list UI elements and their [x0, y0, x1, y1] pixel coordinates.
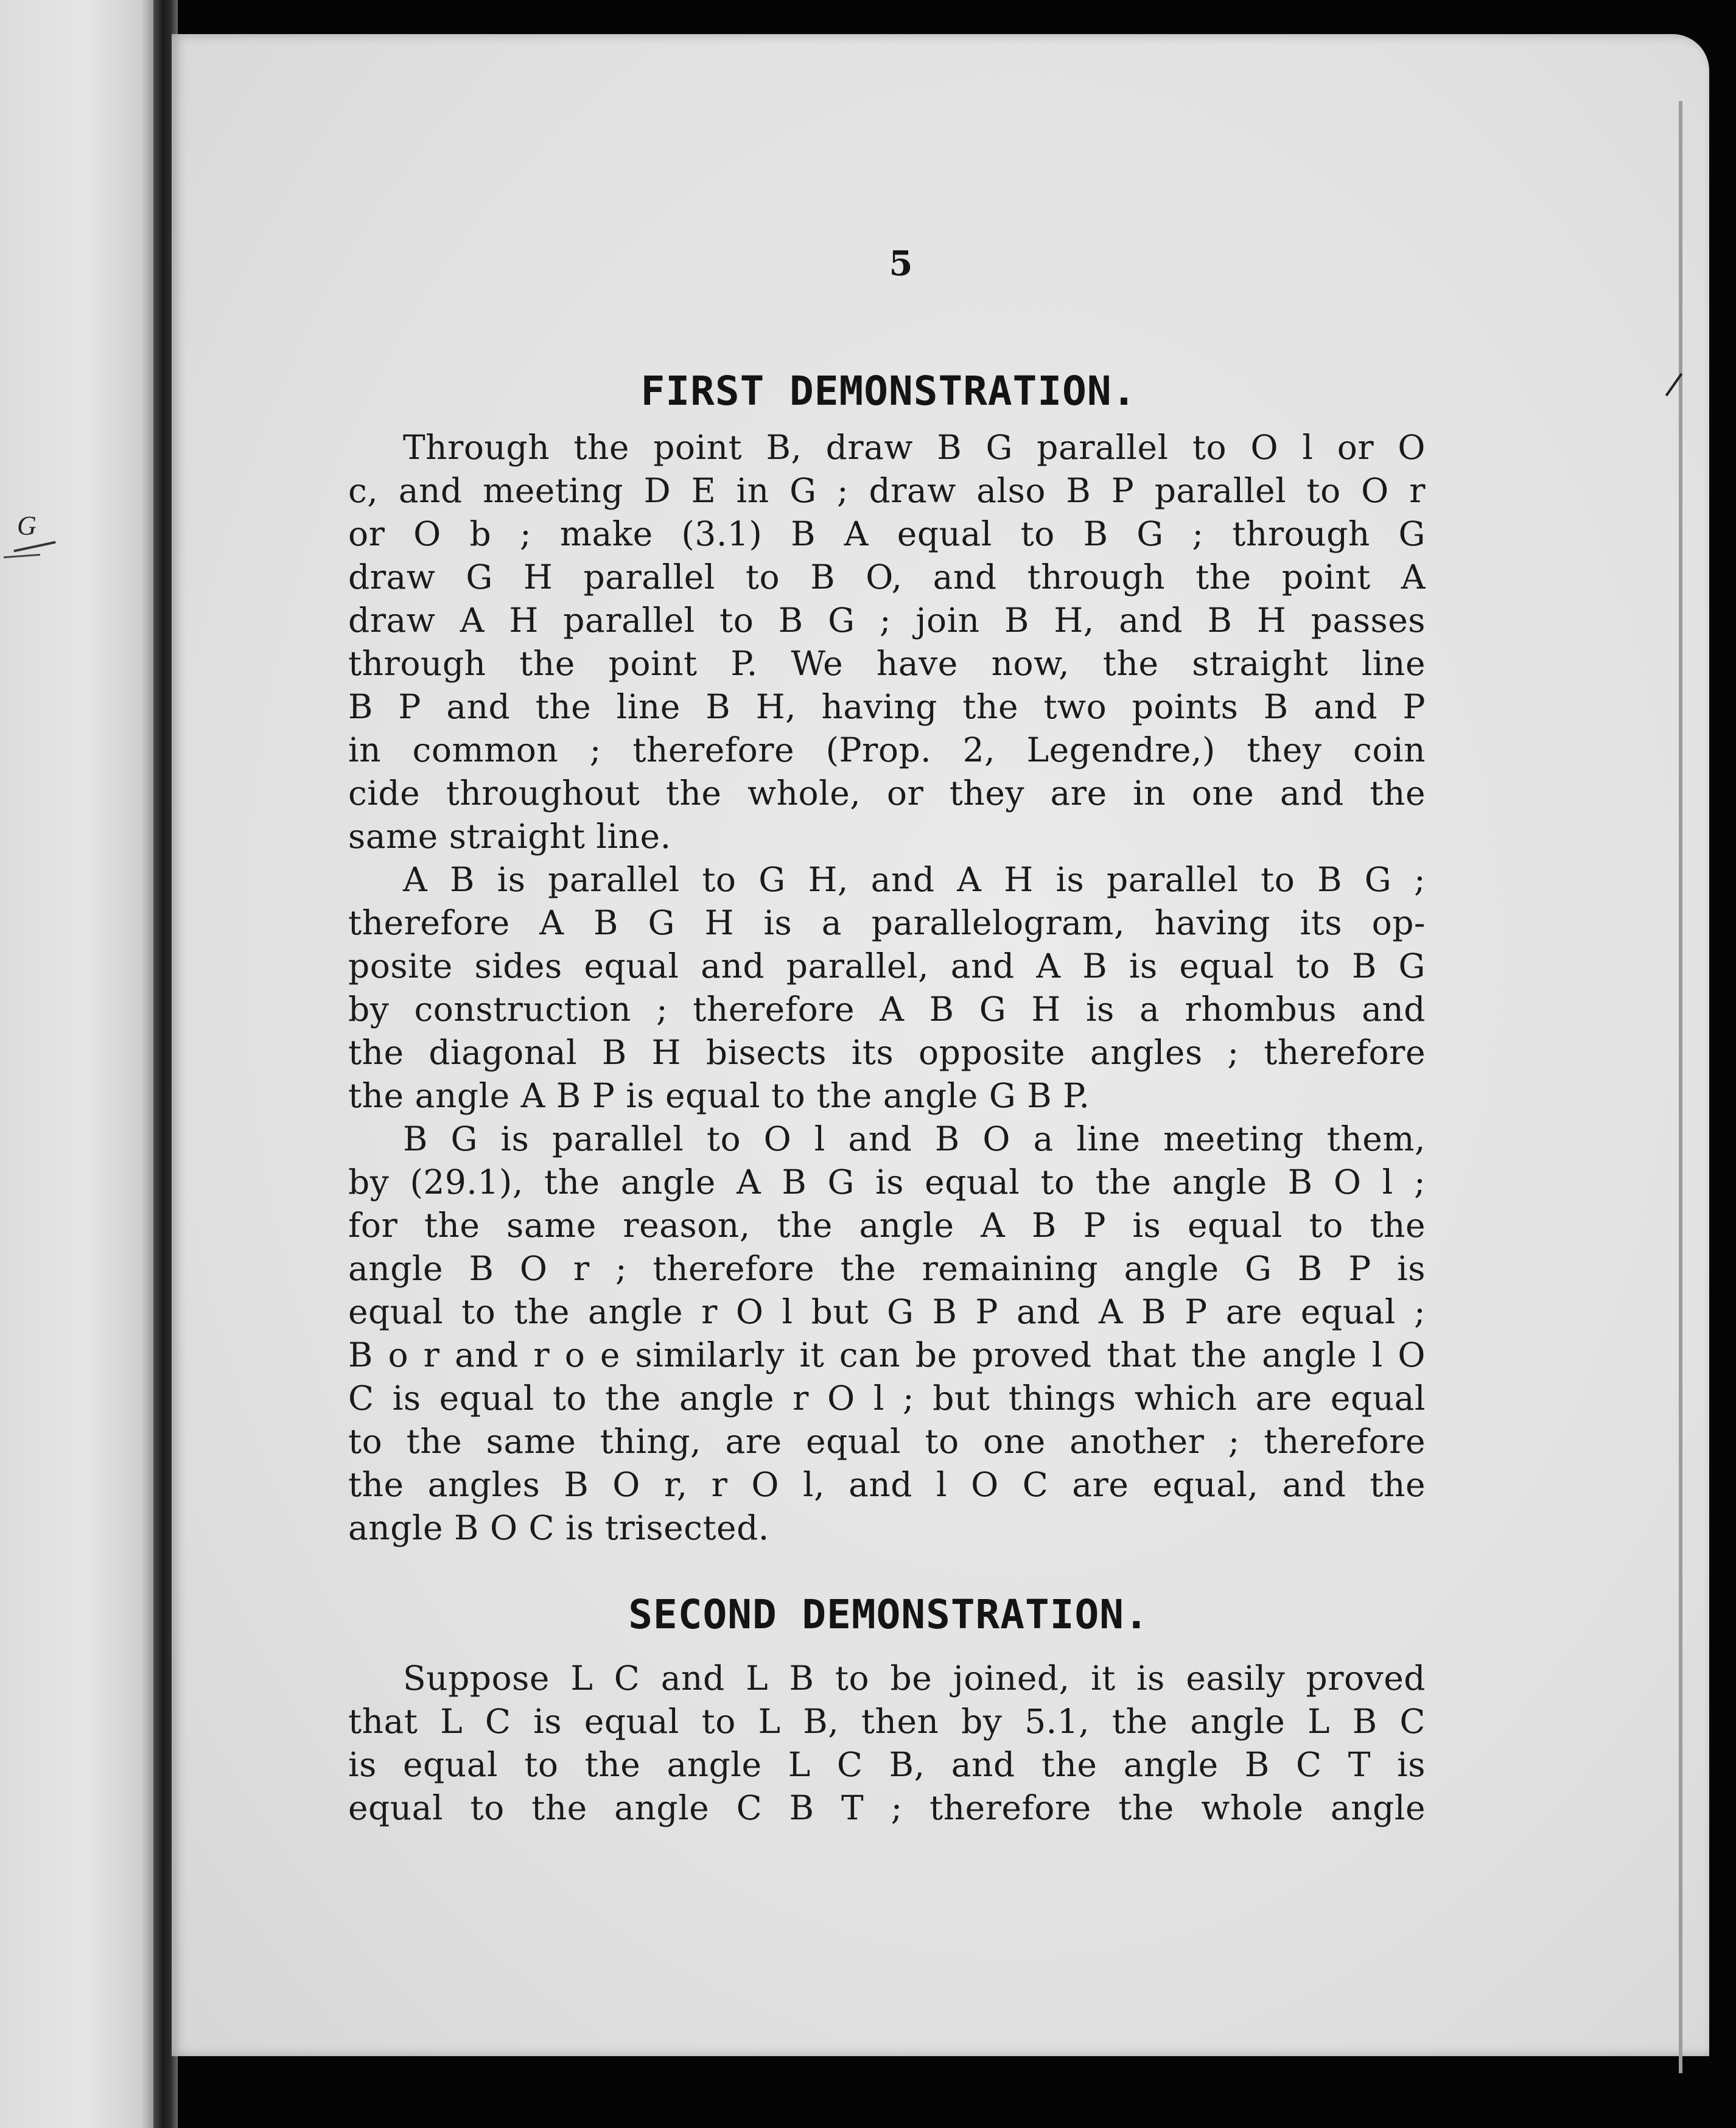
page-number: 5	[889, 243, 913, 284]
text-line: Suppose L C and L B to be joined, it is easily proved	[403, 1659, 1426, 1698]
text-line: therefore A B G H is a parallelogram, having its op-	[348, 903, 1426, 942]
page-edge-shadow	[1679, 101, 1682, 2073]
first-demonstration-heading: FIRST DEMONSTRATION.	[640, 368, 1137, 415]
text-line: angle B O r ; therefore the remaining angle G B P is	[348, 1249, 1426, 1288]
text-line: by construction ; therefore A B G H is a rhombus and	[348, 990, 1426, 1029]
text-line: equal to the angle r O l but G B P and A B P are equal ;	[348, 1292, 1426, 1331]
first-demonstration-text	[348, 426, 1426, 1550]
text-line: the angles B O r, r O l, and l O C are equal, and the	[348, 1465, 1426, 1504]
text-line: that L C is equal to L B, then by 5.1, the angle L B C	[348, 1702, 1426, 1741]
text-line: same straight line.	[348, 817, 671, 856]
text-line: Through the point B, draw B G parallel to O l or O	[403, 428, 1426, 467]
previous-page-edge	[0, 0, 153, 2128]
text-line: B o r and r o e similarly it can be proved that the angle l O	[348, 1335, 1426, 1374]
text-line: equal to the angle C B T ; therefore the whole angle	[348, 1788, 1426, 1827]
text-line: by (29.1), the angle A B G is equal to the angle B O l ;	[348, 1163, 1426, 1202]
margin-scribble	[13, 541, 55, 552]
second-demonstration-heading: SECOND DEMONSTRATION.	[628, 1591, 1149, 1638]
second-demonstration-text	[348, 1657, 1426, 1830]
margin-mark: G	[17, 511, 37, 541]
text-line: the angle A B P is equal to the angle G B P.	[348, 1076, 1090, 1115]
text-line: B P and the line B H, having the two points B and P	[348, 687, 1426, 726]
text-line: posite sides equal and parallel, and A B is equal to B G	[348, 947, 1426, 985]
text-line: for the same reason, the angle A B P is equal to the	[348, 1206, 1426, 1245]
text-line: B G is parallel to O l and B O a line meeting them,	[403, 1119, 1426, 1158]
text-line: through the point P. We have now, the straight line	[348, 644, 1426, 683]
text-line: is equal to the angle L C B, and the angle B C T is	[348, 1745, 1426, 1784]
text-line: cide throughout the whole, or they are in one and the	[348, 774, 1426, 813]
text-line: C is equal to the angle r O l ; but things which are equal	[348, 1379, 1426, 1418]
margin-scribble-underline	[4, 554, 40, 558]
text-line: c, and meeting D E in G ; draw also B P parallel to O r	[348, 471, 1426, 510]
text-line: A B is parallel to G H, and A H is parallel to B G ;	[403, 860, 1426, 899]
text-line: in common ; therefore (Prop. 2, Legendre,) they coin	[348, 730, 1426, 769]
text-line: the diagonal B H bisects its opposite angles ; therefore	[348, 1033, 1426, 1072]
text-line: or O b ; make (3.1) B A equal to B G ; through G	[348, 514, 1426, 553]
text-line: draw A H parallel to B G ; join B H, and B H passes	[348, 601, 1426, 640]
text-line: draw G H parallel to B O, and through the point A	[348, 558, 1426, 597]
text-line: to the same thing, are equal to one another ; therefore	[348, 1422, 1426, 1461]
text-line: angle B O C is trisected.	[348, 1508, 769, 1547]
